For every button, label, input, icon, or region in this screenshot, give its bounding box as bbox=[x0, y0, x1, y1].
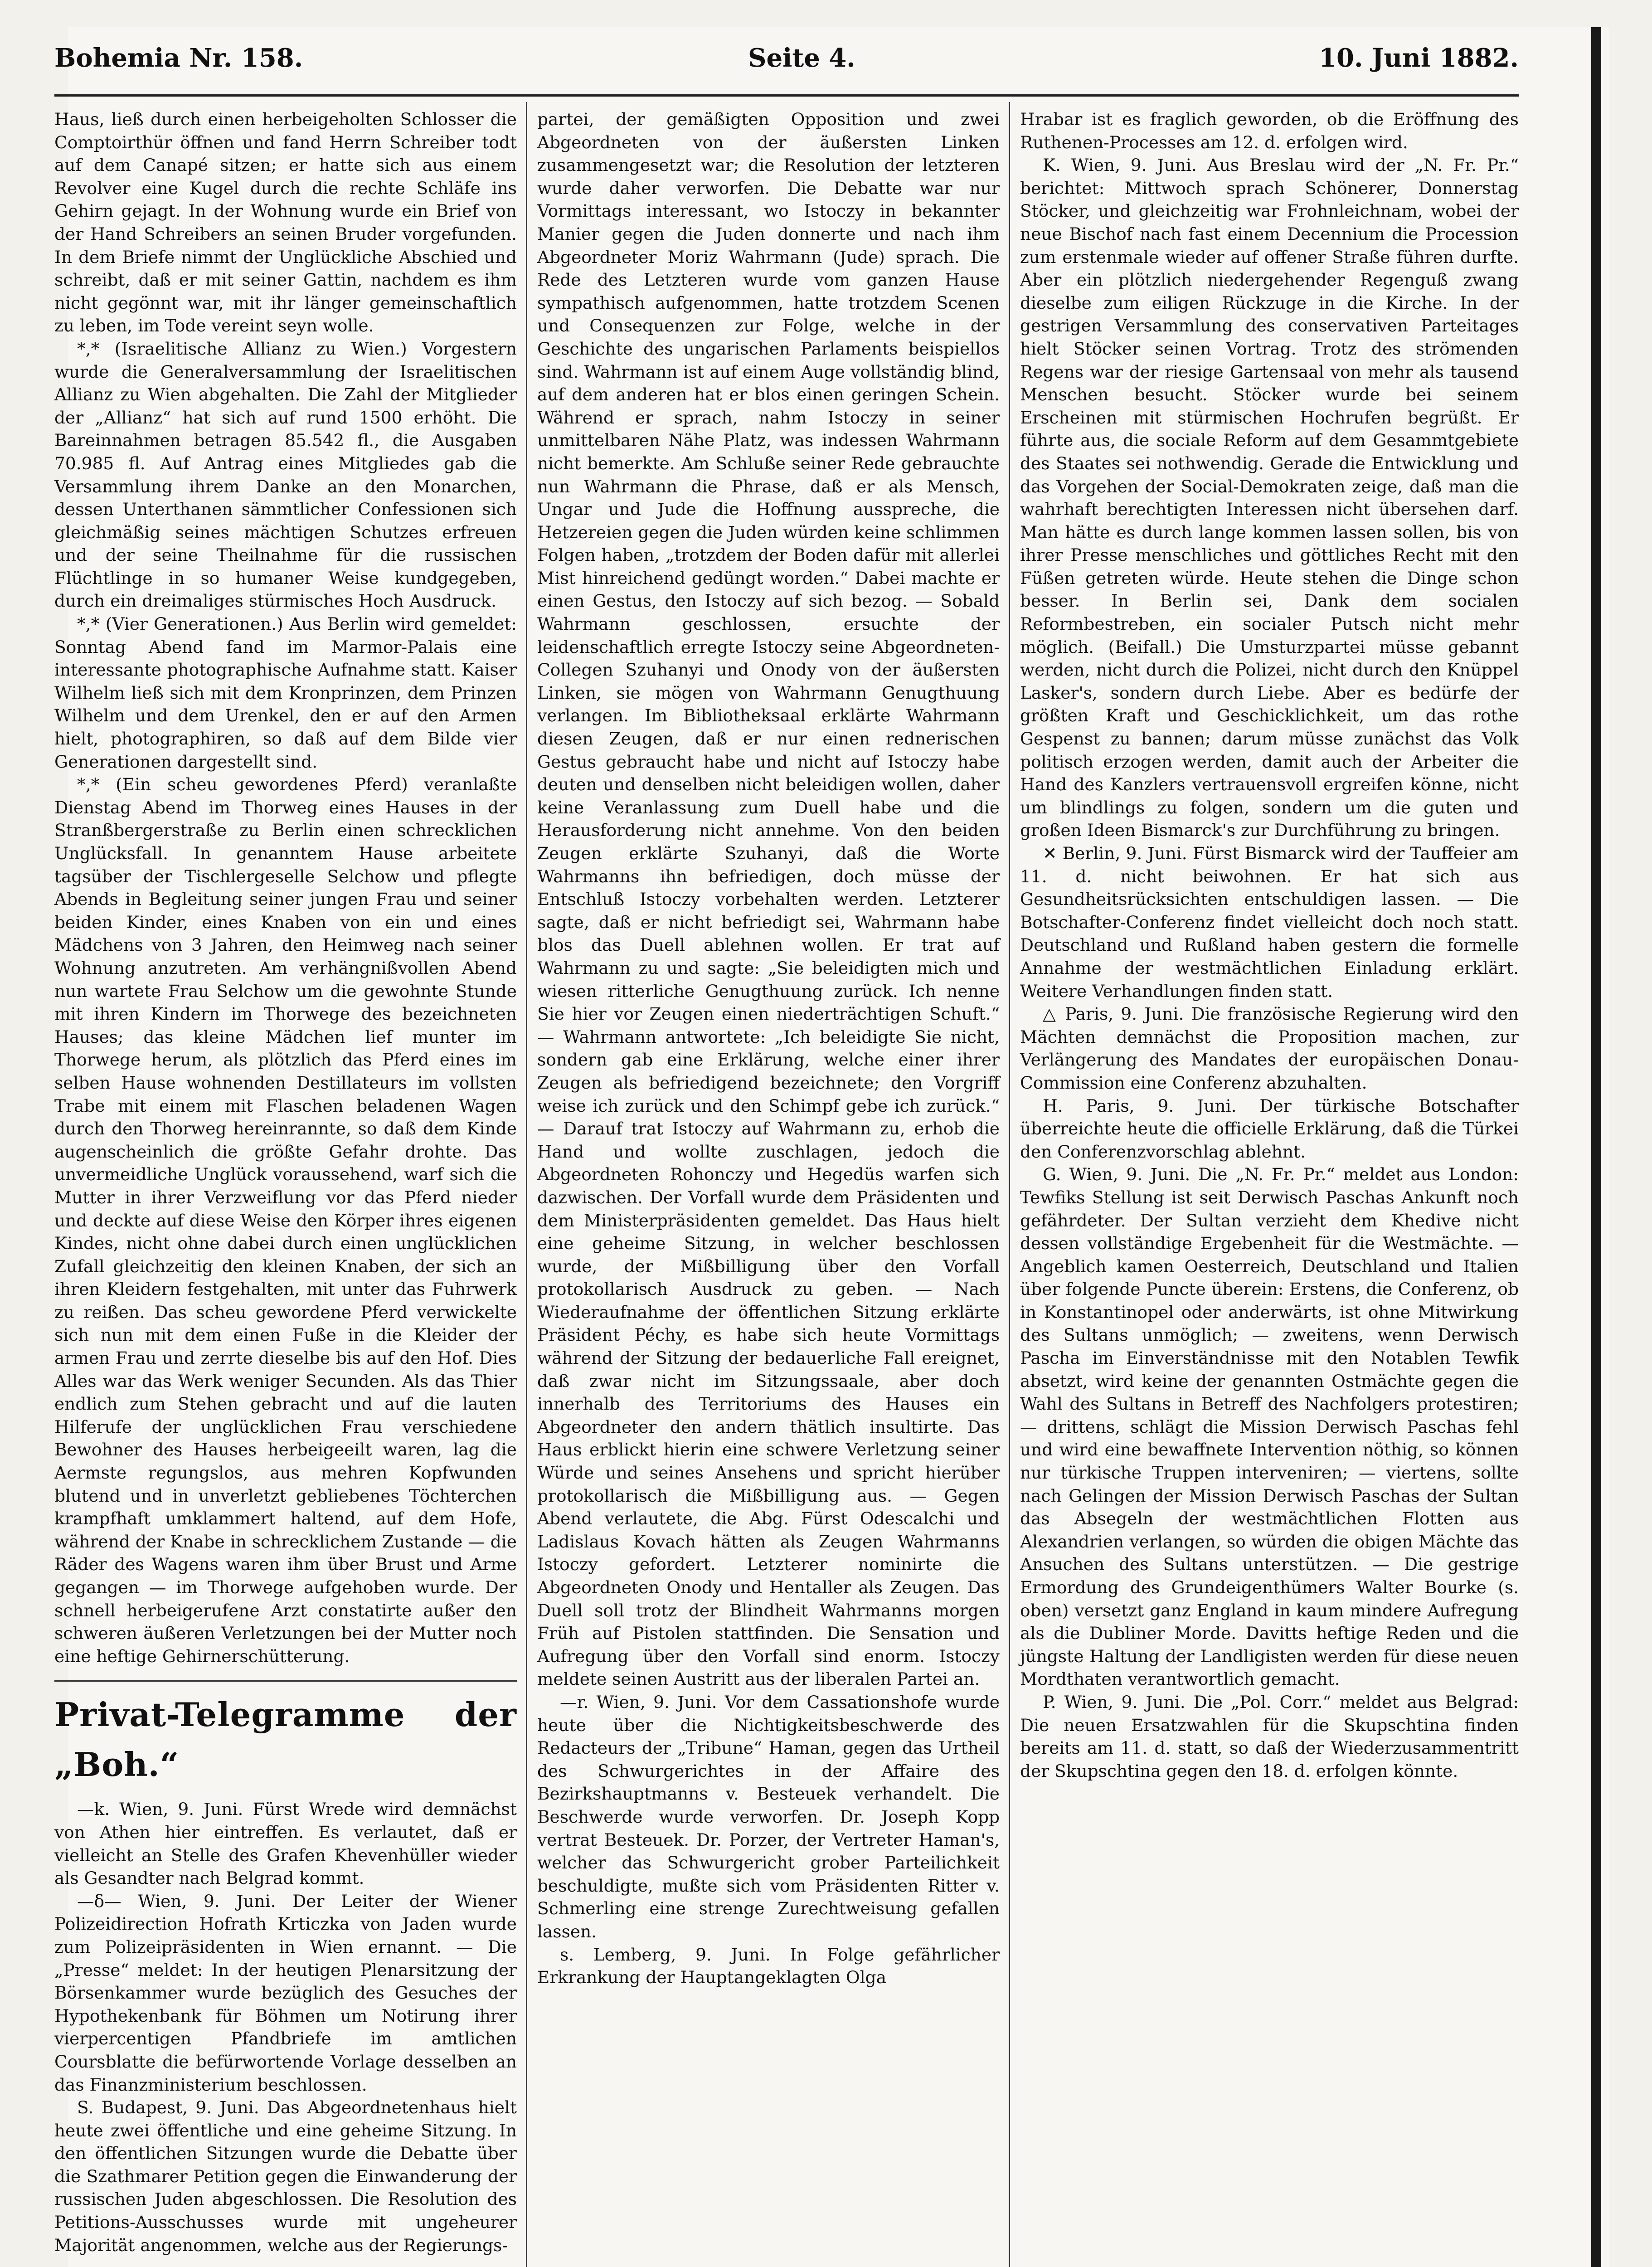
column-divider-2 bbox=[1009, 102, 1010, 2267]
telegram-lemberg: s. Lemberg, 9. Juni. In Folge gefährlicher Erkrankung der Hauptangeklagten Olga bbox=[537, 1944, 1000, 1988]
column-2 bbox=[537, 108, 1000, 1989]
header-rule bbox=[54, 94, 1519, 97]
article-scheu-pferd: *,* (Ein scheu gewordenes Pferd) veranlaßte Dienstag Abend im Thorweg eines Hauses in der Stranßbergerstraße zu Berlin einen schrecklichen Unglücksfall. In genanntem Hause arbeitete tagsüber der Tischlergeselle Selchow und pflegte Abends in Begleitung seiner jungen Frau und seiner beiden Kinder, eines Knaben von ein und eines Mädchens von 3 Jahren, den Heimweg nach seiner Wohnung anzutreten. Am verhängnißvollen Abend nun wartete Frau Selchow um die gewohnte Stunde mit ihren Kindern im Thorwege des bezeichneten Hauses; das kleine Mädchen lief munter im Thorwege herum, als plötzlich das Pferd eines im selben Hause wohnenden Destillateurs im vollsten Trabe mit einem mit Flaschen beladenen Wagen durch den Thorweg hereinrannte, so daß dem Kinde augenscheinlich die größte Gefahr drohte. Das unvermeidliche Unglück voraussehend, warf sich die Mutter in ihrer Verzweiflung vor das Pferd nieder und deckte auf diese Weise den Körper ihres eigenen Kindes, nicht ohne dabei durch einen unglücklichen Zufall gleichzeitig den kleinen Knaben, der sich an ihren Kleidern festgehalten, mit unter das Fuhrwerk zu reißen. Das scheu gewordene Pferd verwickelte sich nun mit dem einen Fuße in die Kleider der armen Frau und zerrte dieselbe bis auf den Hof. Dies Alles war das Werk weniger Secunden. Als das Thier endlich zum Stehen gebracht und auf die lauten Hilferufe der unglücklichen Frau verschiedene Bewohner des Hauses herbeigeeilt waren, lag die Aermste regungslos, aus mehren Kopfwunden blutend und in unverletzt gebliebenes Töchterchen krampfhaft umklammert haltend, auf dem Hofe, während der Knabe in schrecklichem Zustande — die Räder des Wagens waren ihm über Brust und Arme gegangen — im Thorwege aufgehoben wurde. Der schnell herbeigerufene Arzt constatirte außer den schweren äußeren Verletzungen bei der Mutter noch eine heftige Gehirnerschütterung. bbox=[54, 774, 517, 1666]
column-1 bbox=[54, 108, 517, 2257]
telegram-berlin: ✕ Berlin, 9. Juni. Fürst Bismarck wird der Tauffeier am 11. d. nicht beiwohnen. Er hat sich aus Gesundheitsrücksichten entschuldigen lassen. — Die Botschafter-Conferenz findet vielleicht doch noch statt. Deutschland und Rußland haben gestern die formelle Annahme der westmächtlichen Einladung erklärt. Weitere Verhandlungen finden statt. bbox=[1020, 843, 1519, 1001]
telegram-paris-donau: △ Paris, 9. Juni. Die französische Regierung wird den Mächten demnächst die Proposition machen, zur Verlängerung des Mandates der europäischen Donau-Commission eine Conferenz abzuhalten. bbox=[1020, 1004, 1519, 1093]
telegram-wien-cassation: —r. Wien, 9. Juni. Vor dem Cassationshofe wurde heute über die Nichtigkeitsbeschwerde des Redacteurs der „Tribune“ Haman, gegen das Urtheil des Schwurgerichtes in der Affaire des Bezirkshauptmanns v. Besteuek verhandelt. Die Beschwerde wurde verworfen. Dr. Joseph Kopp vertrat Besteuek. Dr. Porzer, der Vertreter Haman's, welcher das Schwurgericht grober Parteilichkeit beschuldigte, mußte sich vom Präsidenten Ritter v. Schmerling eine strenge Zurechtweisung gefallen lassen. bbox=[537, 1692, 1000, 1941]
issue-label: Bohemia Nr. 158. bbox=[54, 43, 303, 73]
telegram-budapest: S. Budapest, 9. Juni. Das Abgeordnetenhaus hielt heute zwei öffentliche und eine geheime Sitzung. In den öffentlichen Sitzungen wurde die Debatte über die Szathmarer Petition gegen die Einwanderung der russischen Juden abgeschlossen. Die Resolution des Petitions-Ausschusses wurde mit ungeheurer Majorität angenommen, welche aus der Regierungs- bbox=[54, 2097, 517, 2255]
telegram-wien-polizei: —δ— Wien, 9. Juni. Der Leiter der Wiener Polizeidirection Hofrath Krticzka von Jaden wurde zum Polizeipräsidenten in Wien ernannt. — Die „Presse“ meldet: In der heutigen Plenarsitzung der Börsenkammer wurde bezüglich des Gesuches der Hypothekenbank für Böhmen um Notirung ihrer vierpercentigen Pfandbriefe im amtlichen Coursblatte die befürwortende Vorlage desselben an das Finanzministerium beschlossen. bbox=[54, 1891, 517, 2095]
telegram-wien-wrede: —k. Wien, 9. Juni. Fürst Wrede wird demnächst von Athen hier eintreffen. Es verlautet, daß er vielleicht an Stelle des Grafen Khevenhüller wieder als Gesandter nach Belgrad kommt. bbox=[54, 1799, 517, 1888]
telegram-wien-london: G. Wien, 9. Juni. Die „N. Fr. Pr.“ meldet aus London: Tewfiks Stellung ist seit Derwisch Paschas Ankunft noch gefährdeter. Der Sultan verzieht dem Khedive nicht dessen vollständige Ergebenheit für die Westmächte. — Angeblich kamen Oesterreich, Deutschland und Italien über folgende Puncte überein: Erstens, die Conferenz, ob in Konstantinopel oder anderwärts, ist ohne Mitwirkung des Sultans unmöglich; — zweitens, wenn Derwisch Pascha im Einverständnisse mit den Notablen Tewfik absetzt, wird keine der genannten Ostmächte gegen die Wahl des Sultans in Betreff des Nachfolgers protestiren; — drittens, schlägt die Mission Derwisch Paschas fehl und wird eine bewaffnete Intervention nöthig, so können nur türkische Truppen interveniren; — viertens, sollte nach Gelingen der Mission Derwisch Paschas der Sultan das Absegeln der westmächtlichen Flotten aus Alexandrien verlangen, so würden die obigen Mächte das Ansuchen des Sultans unterstützen. — Die gestrige Ermordung des Grundeigenthümers Walter Bourke (s. oben) versetzt ganz England in kaum mindere Aufregung als die Dubliner Morde. Davitts heftige Reden und die jüngste Haltung der Landligisten werden für diese neuen Mordthaten verantwortlich gemacht. bbox=[1020, 1164, 1519, 1689]
telegram-masthead: Privat-Telegramme der „Boh.“ bbox=[54, 1680, 517, 1790]
page-edge-bar bbox=[1591, 27, 1601, 2267]
page-header bbox=[54, 43, 1519, 97]
article-israelitische-allianz: *,* (Israelitische Allianz zu Wien.) Vorgestern wurde die Generalversammlung der Israelitischen Allianz zu Wien abgehalten. Die Zahl der Mitglieder der „Allianz“ hat sich auf rund 1500 erhöht. Die Bareinnahmen betragen 85.542 fl., die Ausgaben 70.985 fl. Auf Antrag eines Mitgliedes gab die Versammlung ihrem Danke an den Monarchen, dessen Unterthanen sämmtlicher Confessionen sich gleichmäßig seines mächtigen Schutzes erfreuen und der seine Theilnahme für die russischen Flüchtlinge in so humaner Weise kundgegeben, durch ein dreimaliges stürmisches Hoch Ausdruck. bbox=[54, 338, 517, 611]
telegram-wien-breslau: K. Wien, 9. Juni. Aus Breslau wird der „N. Fr. Pr.“ berichtet: Mittwoch sprach Schönerer, Donnerstag Stöcker, und gleichzeitig war Frohnleichnam, wobei der neue Bischof nach fast einem Decennium die Procession zum erstenmale wieder auf offener Straße führen durfte. Aber ein plötzlich niedergehender Regenguß zwang dieselbe zum eiligen Rückzuge in die Kirche. In der gestrigen Versammlung des conservativen Parteitages hielt Stöcker seinen Vortrag. Trotz des strömenden Regens war der riesige Gartensaal von mehr als tausend Menschen besucht. Stöcker wurde bei seinem Erscheinen mit stürmischen Hochrufen begrüßt. Er führte aus, die sociale Reform auf dem Gesammtgebiete des Staates sei nothwendig. Gerade die Entwicklung und das Vorgehen der Social-Demokraten zeige, daß man die wahrhaft berechtigten Interessen nicht übersehen darf. Man hätte es durch lange kommen lassen sollen, bis von ihrer Presse menschliches und göttliches Recht mit den Füßen getreten würde. Heute stehen die Dinge schon besser. In Berlin sei, Dank dem socialen Reformbestreben, ein socialer Putsch nicht mehr möglich. (Beifall.) Die Umsturzpartei müsse gebannt werden, nicht durch die Polizei, nicht durch den Knüppel Lasker's, sondern durch Liebe. Aber es bedürfe der größten Kraft und Geschicklichkeit, um das rothe Gespenst zu bannen; darum müsse zunächst das Volk politisch erzogen werden, damit auch der Arbeiter die Hand des Kanzlers vertrauensvoll ergreifen könne, nicht um blindlings zu folgen, sondern um die guten und großen Ideen Bismarck's zur Durchführung zu bringen. bbox=[1020, 155, 1519, 841]
issue-date: 10. Juni 1882. bbox=[1319, 43, 1519, 73]
column-3 bbox=[1020, 108, 1519, 1782]
page-number: Seite 4. bbox=[748, 43, 855, 73]
article-suicide-end: Haus, ließ durch einen herbeigeholten Schlosser die Comptoirthür öffnen und fand Herrn Schreiber todt auf dem Canapé sitzen; er hatte sich aus einem Revolver eine Kugel durch die rechte Schläfe ins Gehirn gejagt. In der Wohnung wurde ein Brief von der Hand Schreibers an seinen Bruder vorgefunden. In dem Briefe nimmt der Unglückliche Abschied und schreibt, daß er mit seiner Gattin, nachdem es ihm nicht gegönnt war, mit ihr länger gemeinschaftlich zu leben, im Tode vereint seyn wolle. bbox=[54, 109, 517, 336]
telegram-lemberg-continued: Hrabar ist es fraglich geworden, ob die Eröffnung des Ruthenen-Processes am 12. d. erfolgen wird. bbox=[1020, 109, 1519, 152]
telegram-paris-turkey: H. Paris, 9. Juni. Der türkische Botschafter überreichte heute die officielle Erklärung, daß die Türkei den Conferenzvorschlag ablehnt. bbox=[1020, 1095, 1519, 1162]
article-vier-generationen: *,* (Vier Generationen.) Aus Berlin wird gemeldet: Sonntag Abend fand im Marmor-Palais eine interessante photographische Aufnahme statt. Kaiser Wilhelm ließ sich mit dem Kronprinzen, dem Prinzen Wilhelm und dem Urenkel, den er auf den Armen hielt, photographiren, so daß auf dem Bilde vier Generationen dargestellt sind. bbox=[54, 614, 517, 772]
column-divider-1 bbox=[526, 102, 527, 2267]
telegram-wien-belgrad: P. Wien, 9. Juni. Die „Pol. Corr.“ meldet aus Belgrad: Die neuen Ersatzwahlen für die Skupschtina finden bereits am 11. d. statt, so daß der Wiederzusammentritt der Skupschtina gegen den 18. d. erfolgen könnte. bbox=[1020, 1692, 1519, 1781]
telegram-budapest-continued: partei, der gemäßigten Opposition und zwei Abgeordneten von der äußersten Linken zusammengesetzt war; die Resolution der letzteren wurde daher verworfen. Die Debatte war nur Vormittags interessant, wo Istoczy in bekannter Manier gegen die Juden donnerte und nach ihm Abgeordneter Moriz Wahrmann (Jude) sprach. Die Rede des Letzteren wurde vom ganzen Hause sympathisch aufgenommen, hatte trotzdem Scenen und Consequenzen zur Folge, welche in der Geschichte des ungarischen Parlaments beispiellos sind. Wahrmann ist auf einem Auge vollständig blind, auf dem anderen hat er blos einen geringen Schein. Während er sprach, nahm Istoczy in seiner unmittelbaren Nähe Platz, was indessen Wahrmann nicht bemerkte. Am Schluße seiner Rede gebrauchte nun Wahrmann die Phrase, daß er als Mensch, Ungar und Jude die Hoffnung ausspreche, die Hetzereien gegen die Juden würden keine schlimmen Folgen haben, „trotzdem der Boden dafür mit allerlei Mist hinreichend gedüngt worden.“ Dabei machte er einen Gestus, den Istoczy auf sich bezog. — Sobald Wahrmann geschlossen, ersuchte der leidenschaftlich erregte Istoczy seine Abgeordneten-Collegen Szuhanyi und Onody von der äußersten Linken, sie mögen von Wahrmann Genugthuung verlangen. Im Bibliotheksaal erklärte Wahrmann diesen Zeugen, daß er nur einen rednerischen Gestus gebraucht habe und nicht auf Istoczy habe deuten und denselben nicht beleidigen wollen, daher keine Veranlassung zum Duell habe und die Herausforderung nicht annehme. Von den beiden Zeugen erklärte Szuhanyi, daß die Worte Wahrmanns ihn befriedigen, doch müsse der Entschluß Istoczy vorbehalten werden. Letzterer sagte, daß er nicht befriedigt sei, Wahrmann habe blos das Duell ablehnen wollen. Er trat auf Wahrmann zu und sagte: „Sie beleidigten mich und wiesen ritterliche Genugthuung zurück. Ich nenne Sie hier vor Zeugen einen niederträchtigen Schuft.“ — Wahrmann antwortete: „Ich beleidigte Sie nicht, sondern gab eine Erklärung, welche einer ihrer Zeugen als befriedigend bezeichnete; den Vorgriff weise ich zurück und den Schimpf gebe ich zurück.“ — Darauf trat Istoczy auf Wahrmann zu, erhob die Hand und wollte zuschlagen, jedoch die Abgeordneten Rohonczy und Hegedüs warfen sich dazwischen. Der Vorfall wurde dem Präsidenten und dem Ministerpräsidenten gemeldet. Das Haus hielt eine geheime Sitzung, in welcher beschlossen wurde, der Mißbilligung über den Vorfall protokollarisch Ausdruck zu geben. — Nach Wiederaufnahme der öffentlichen Sitzung erklärte Präsident Péchy, es habe sich heute Vormittags während der Sitzung der bedauerliche Fall ereignet, daß zwar nicht im Sitzungssaale, aber doch innerhalb des Territoriums des Hauses ein Abgeordneter den andern thätlich insultirte. Das Haus erblickt hierin eine schwere Verletzung seiner Würde und seines Ansehens und spricht hierüber protokollarisch die Mißbilligung aus. — Gegen Abend verlautete, die Abg. Fürst Odescalchi und Ladislaus Kovach hätten als Zeugen Wahrmanns Istoczy gefordert. Letzterer nominirte die Abgeordneten Onody und Hentaller als Zeugen. Das Duell soll trotz der Blindheit Wahrmanns morgen Früh auf Pistolen stattfinden. Die Sensation und Aufregung über den Vorfall sind enorm. Istoczy meldete seinen Austritt aus der liberalen Partei an. bbox=[537, 109, 1000, 1689]
